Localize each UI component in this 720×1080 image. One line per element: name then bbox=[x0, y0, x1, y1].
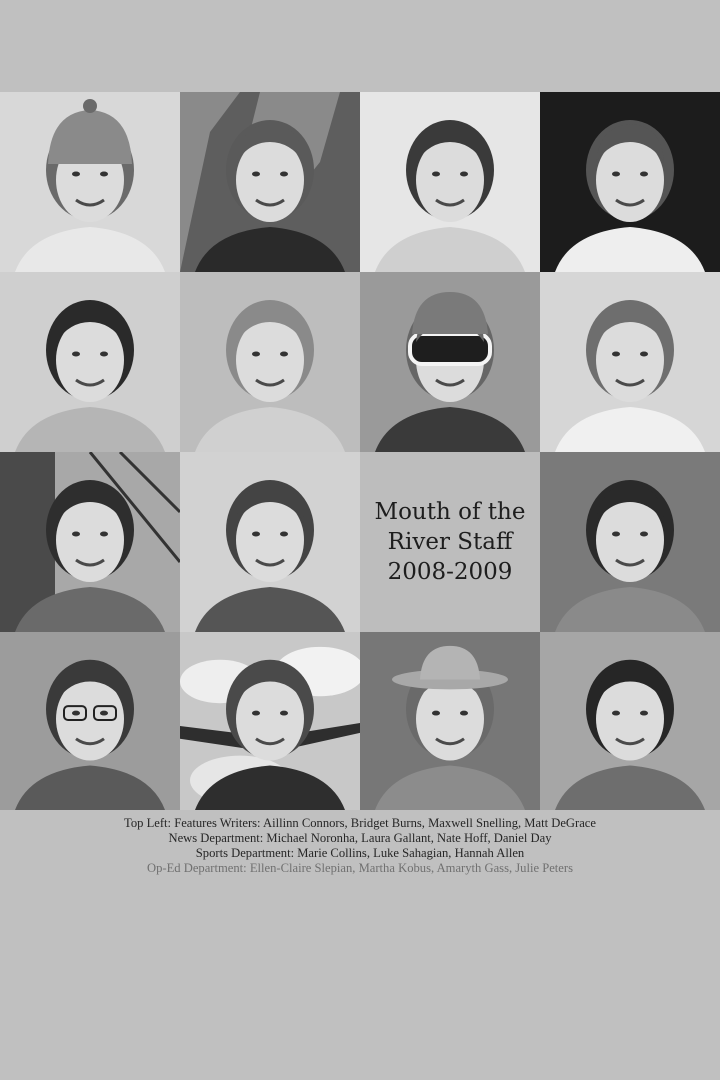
portrait-boy-smiling bbox=[360, 92, 540, 272]
portrait-boy-close-up-image bbox=[540, 272, 720, 452]
portrait-girl-behind-tree-image bbox=[0, 452, 180, 632]
caption-news: News Department: Michael Noronha, Laura Gallant, Nate Hoff, Daniel Day bbox=[168, 831, 552, 845]
portrait-girl-long-hair-image bbox=[180, 272, 360, 452]
portrait-ski-goggles-image bbox=[360, 272, 540, 452]
portrait-girl-on-grass-image bbox=[540, 452, 720, 632]
portrait-girl-in-tree-image bbox=[180, 92, 360, 272]
caption-sports: Sports Department: Marie Collins, Luke Sahagian, Hannah Allen bbox=[195, 846, 525, 860]
title-line2: River Staff bbox=[387, 529, 513, 555]
portrait-boy-dark-room-image bbox=[540, 92, 720, 272]
portrait-girl-looking-up bbox=[540, 632, 720, 810]
portrait-boy-thinking-image bbox=[180, 452, 360, 632]
portrait-girl-behind-tree bbox=[0, 452, 180, 632]
portrait-boy-smiling-image bbox=[360, 92, 540, 272]
portrait-boy-dark-room bbox=[540, 92, 720, 272]
title-line1: Mouth of the bbox=[374, 499, 526, 525]
staff-title bbox=[375, 497, 526, 587]
portrait-fedora-scarf-image bbox=[360, 632, 540, 810]
portrait-boy-grinning-image bbox=[0, 272, 180, 452]
portrait-ski-goggles bbox=[360, 272, 540, 452]
portrait-knit-hat-girl-image bbox=[0, 92, 180, 272]
portrait-girl-glasses bbox=[0, 632, 180, 810]
portrait-arms-outstretched bbox=[180, 632, 360, 810]
staff-caption bbox=[0, 816, 720, 876]
portrait-girl-looking-up-image bbox=[540, 632, 720, 810]
caption-features: Top Left: Features Writers: Aillinn Connors, Bridget Burns, Maxwell Snelling, Matt DeGrace bbox=[124, 816, 596, 830]
title-line3: 2008-2009 bbox=[387, 559, 513, 585]
portrait-girl-long-hair bbox=[180, 272, 360, 452]
portrait-fedora-scarf bbox=[360, 632, 540, 810]
portrait-boy-close-up bbox=[540, 272, 720, 452]
portrait-girl-in-tree bbox=[180, 92, 360, 272]
portrait-girl-glasses-image bbox=[0, 632, 180, 810]
staff-photo-grid bbox=[0, 92, 720, 810]
portrait-knit-hat-girl bbox=[0, 92, 180, 272]
portrait-arms-outstretched-image bbox=[180, 632, 360, 810]
portrait-girl-on-grass bbox=[540, 452, 720, 632]
portrait-boy-thinking bbox=[180, 452, 360, 632]
caption-op-ed: Op-Ed Department: Ellen-Claire Slepian, Martha Kobus, Amaryth Gass, Julie Peters bbox=[147, 861, 573, 875]
portrait-boy-grinning bbox=[0, 272, 180, 452]
staff-title-card bbox=[360, 452, 540, 632]
